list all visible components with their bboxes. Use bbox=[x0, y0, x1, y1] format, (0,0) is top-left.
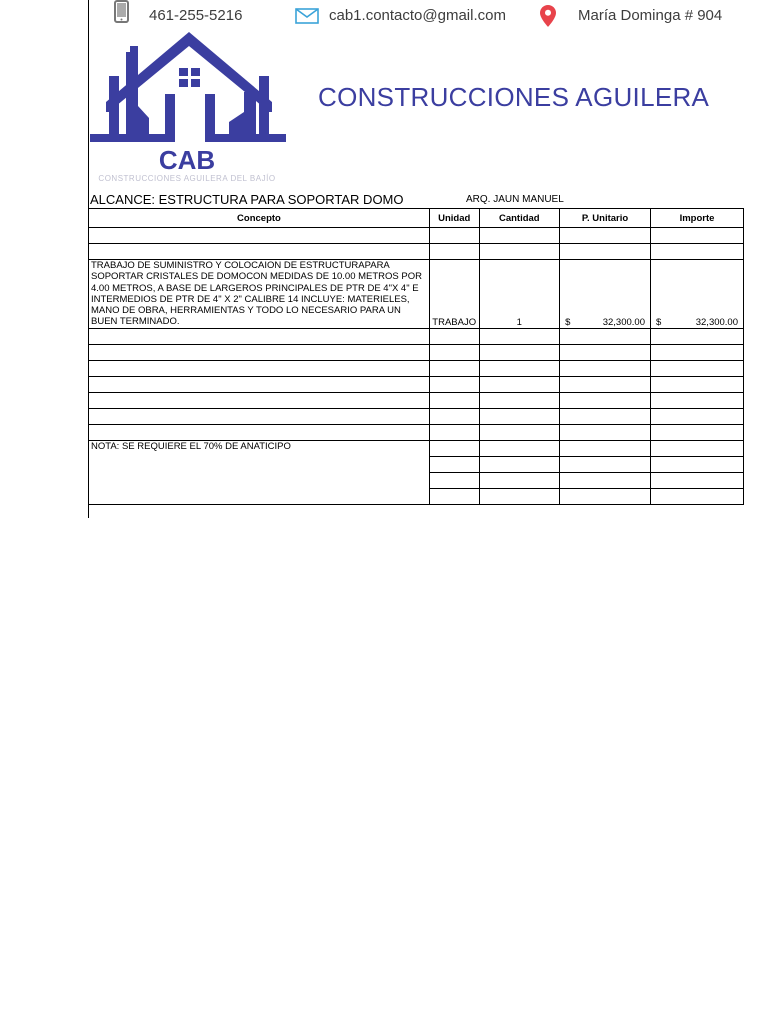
table-cell bbox=[560, 472, 651, 488]
table-cell bbox=[650, 456, 743, 472]
table-cell bbox=[650, 228, 743, 244]
table-cell bbox=[429, 488, 479, 504]
table-cell bbox=[89, 328, 430, 344]
table-cell bbox=[479, 408, 560, 424]
phone-icon bbox=[113, 0, 131, 24]
header-importe: Importe bbox=[650, 209, 743, 228]
table-cell bbox=[429, 440, 479, 456]
table-cell bbox=[650, 360, 743, 376]
item-importe-cell bbox=[650, 260, 743, 329]
table-cell bbox=[429, 228, 479, 244]
table-cell bbox=[650, 440, 743, 456]
table-cell bbox=[479, 456, 560, 472]
item-unidad: TRABAJO bbox=[429, 260, 479, 329]
table-row bbox=[89, 424, 744, 440]
table-cell bbox=[429, 408, 479, 424]
table-cell bbox=[560, 328, 651, 344]
email-address: cab1.contacto@gmail.com bbox=[329, 7, 506, 24]
table-row bbox=[89, 228, 744, 244]
letterhead bbox=[89, 0, 745, 188]
currency-symbol: $ bbox=[655, 316, 662, 328]
table-cell bbox=[479, 228, 560, 244]
table-cell bbox=[650, 244, 743, 260]
table-cell bbox=[560, 440, 651, 456]
currency-symbol: $ bbox=[565, 316, 571, 328]
table-cell bbox=[560, 376, 651, 392]
table-cell bbox=[479, 440, 560, 456]
header-concepto: Concepto bbox=[89, 209, 430, 228]
table-cell bbox=[479, 376, 560, 392]
table-cell bbox=[650, 344, 743, 360]
company-name: CONSTRUCCIONES AGUILERA bbox=[318, 82, 710, 112]
header-cantidad: Cantidad bbox=[479, 209, 560, 228]
table-cell bbox=[479, 344, 560, 360]
architect-name: ARQ. JAUN MANUEL bbox=[466, 194, 564, 205]
table-cell bbox=[560, 456, 651, 472]
table-cell bbox=[479, 392, 560, 408]
table-cell bbox=[479, 488, 560, 504]
table-cell bbox=[560, 228, 651, 244]
item-row bbox=[89, 260, 744, 329]
header-row bbox=[89, 209, 744, 228]
table-cell bbox=[429, 392, 479, 408]
table-cell bbox=[650, 376, 743, 392]
table-cell bbox=[429, 244, 479, 260]
table-cell bbox=[650, 408, 743, 424]
table-cell bbox=[560, 392, 651, 408]
scope-title: ALCANCE: ESTRUCTURA PARA SOPORTAR DOMO bbox=[90, 192, 404, 207]
table-row bbox=[89, 392, 744, 408]
table-cell bbox=[89, 408, 430, 424]
location-pin-icon bbox=[540, 5, 556, 27]
address: María Dominga # 904 bbox=[578, 7, 723, 24]
table-cell bbox=[89, 344, 430, 360]
table-cell bbox=[479, 424, 560, 440]
cab-logo bbox=[89, 30, 289, 185]
table-cell bbox=[650, 472, 743, 488]
table-cell bbox=[429, 472, 479, 488]
table-cell bbox=[560, 488, 651, 504]
table-cell bbox=[650, 424, 743, 440]
logo-tagline: CONSTRUCCIONES AGUILERA DEL BAJÍO bbox=[98, 174, 276, 183]
table-cell bbox=[429, 344, 479, 360]
table-cell bbox=[89, 360, 430, 376]
table-cell bbox=[429, 328, 479, 344]
table-row bbox=[89, 328, 744, 344]
table-cell bbox=[560, 424, 651, 440]
table-cell bbox=[89, 376, 430, 392]
table-cell bbox=[479, 244, 560, 260]
table-cell bbox=[429, 376, 479, 392]
table-cell bbox=[560, 360, 651, 376]
table-cell bbox=[650, 488, 743, 504]
table-cell bbox=[560, 344, 651, 360]
table-cell bbox=[650, 392, 743, 408]
table-row bbox=[89, 344, 744, 360]
table-cell bbox=[560, 408, 651, 424]
table-cell bbox=[429, 456, 479, 472]
table-cell bbox=[89, 244, 430, 260]
table-cell bbox=[479, 360, 560, 376]
table-cell bbox=[479, 472, 560, 488]
item-importe: 32,300.00 bbox=[695, 316, 738, 328]
table-row bbox=[89, 376, 744, 392]
quote-table bbox=[88, 208, 744, 505]
table-cell bbox=[560, 244, 651, 260]
mail-icon bbox=[295, 8, 319, 24]
table-row bbox=[89, 244, 744, 260]
table-cell bbox=[479, 328, 560, 344]
header-unidad: Unidad bbox=[429, 209, 479, 228]
item-p-unitario: 32,300.00 bbox=[602, 316, 645, 328]
item-p-unitario-cell bbox=[560, 260, 651, 329]
table-cell bbox=[429, 424, 479, 440]
note-row bbox=[89, 440, 744, 456]
advance-payment-note: NOTA: SE REQUIERE EL 70% DE ANATICIPO bbox=[89, 440, 430, 504]
table-row bbox=[89, 408, 744, 424]
table-row bbox=[89, 360, 744, 376]
item-concepto: TRABAJO DE SUMINISTRO Y COLOCAION DE ESTRUCTURAPARA SOPORTAR CRISTALES DE DOMOCON MEDIDAS DE 10.00 METROS POR 4.00 METROS, A BASE DE LARGEROS PRINCIPALES DE PTR DE 4"X 4" E INTERMEDIOS DE PTR DE 4" X 2" CALIBRE 14 INCLUYE: MATERIELES, MANO DE OBRA, HERRAMIENTAS Y TODO LO NECESARIO PARA UN BUEN TERMINADO. bbox=[89, 260, 430, 329]
table-cell bbox=[89, 424, 430, 440]
item-cantidad: 1 bbox=[479, 260, 560, 329]
table-cell bbox=[429, 360, 479, 376]
phone-number: 461-255-5216 bbox=[149, 7, 243, 24]
contact-row bbox=[89, 0, 745, 32]
table-cell bbox=[650, 328, 743, 344]
table-cell bbox=[89, 392, 430, 408]
logo-letters: CAB bbox=[158, 145, 216, 175]
table-cell bbox=[89, 228, 430, 244]
header-p-unitario: P. Unitario bbox=[560, 209, 651, 228]
